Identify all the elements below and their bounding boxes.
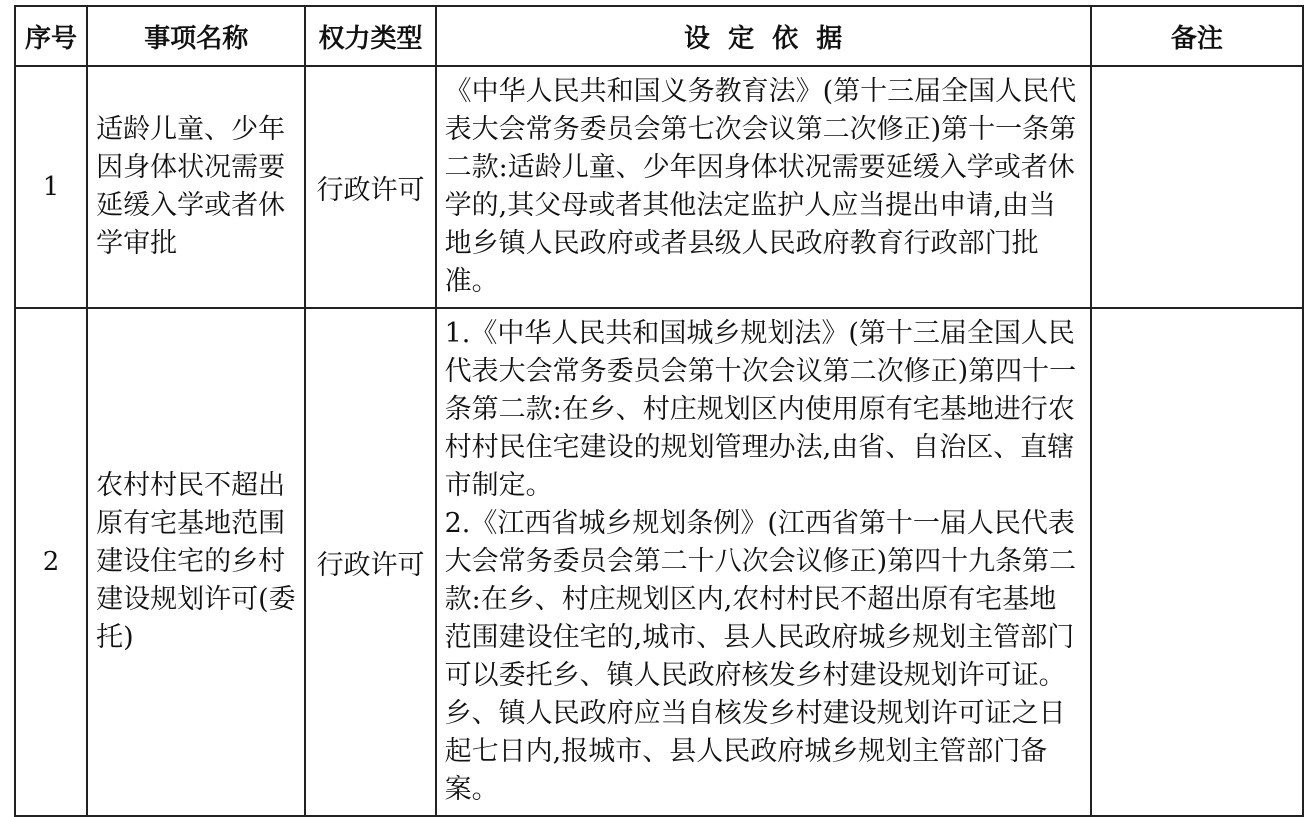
header-authority-type: 权力类型 — [305, 6, 435, 66]
table-header-row — [15, 6, 1303, 66]
row-legal-basis — [436, 308, 1091, 816]
header-item-name: 事项名称 — [87, 6, 305, 66]
header-legal-basis — [436, 6, 1091, 66]
row-no: 2 — [15, 308, 87, 816]
row-item-name: 农村村民不超出原有宅基地范围建设住宅的乡村建设规划许可(委托) — [87, 308, 305, 816]
table-row — [15, 308, 1303, 816]
table-row — [15, 66, 1303, 308]
row-authority-type: 行政许可 — [305, 308, 435, 816]
row-no: 1 — [15, 66, 87, 308]
header-legal-basis-label: 设 定 依 据 — [683, 23, 843, 54]
row-remark — [1091, 308, 1303, 816]
row-item-name: 适龄儿童、少年因身体状况需要延缓入学或者休学审批 — [87, 66, 305, 308]
basis-paragraph: 2.《江西省城乡规划条例》(江西省第十一届人民代表大会常务委员会第二十八次会议修正)第四十九条第二款:在乡、村庄规划区内,农村村民不超出原有宅基地范围建设住宅的,城市、县人民政府城乡规划主管部门可以委托乡、镇人民政府核发乡村建设规划许可证。乡、镇人民政府应当自核发乡村建设规划许可证之日起七日内,报城市、县人民政府城乡规划主管部门备案。 — [444, 508, 1077, 805]
basis-paragraph: 《中华人民共和国义务教育法》(第十三届全国人民代表大会常务委员会第七次会议第二次修正)第十一条第二款:适龄儿童、少年因身体状况需要延缓入学或者休学的,其父母或者其他法定监护人应当提出申请,由当地乡镇人民政府或者县级人民政府教育行政部门批准。 — [444, 76, 1077, 297]
row-legal-basis — [436, 66, 1091, 308]
header-remark: 备注 — [1091, 6, 1303, 66]
header-no: 序号 — [15, 6, 87, 66]
basis-paragraph: 1.《中华人民共和国城乡规划法》(第十三届全国人民代表大会常务委员会第十次会议第二次修正)第四十一条第二款:在乡、村庄规划区内使用原有宅基地进行农村村民住宅建设的规划管理办法,由省、自治区、直辖市制定。 — [444, 318, 1077, 501]
row-remark — [1091, 66, 1303, 308]
authority-table — [14, 5, 1304, 817]
row-authority-type: 行政许可 — [305, 66, 435, 308]
